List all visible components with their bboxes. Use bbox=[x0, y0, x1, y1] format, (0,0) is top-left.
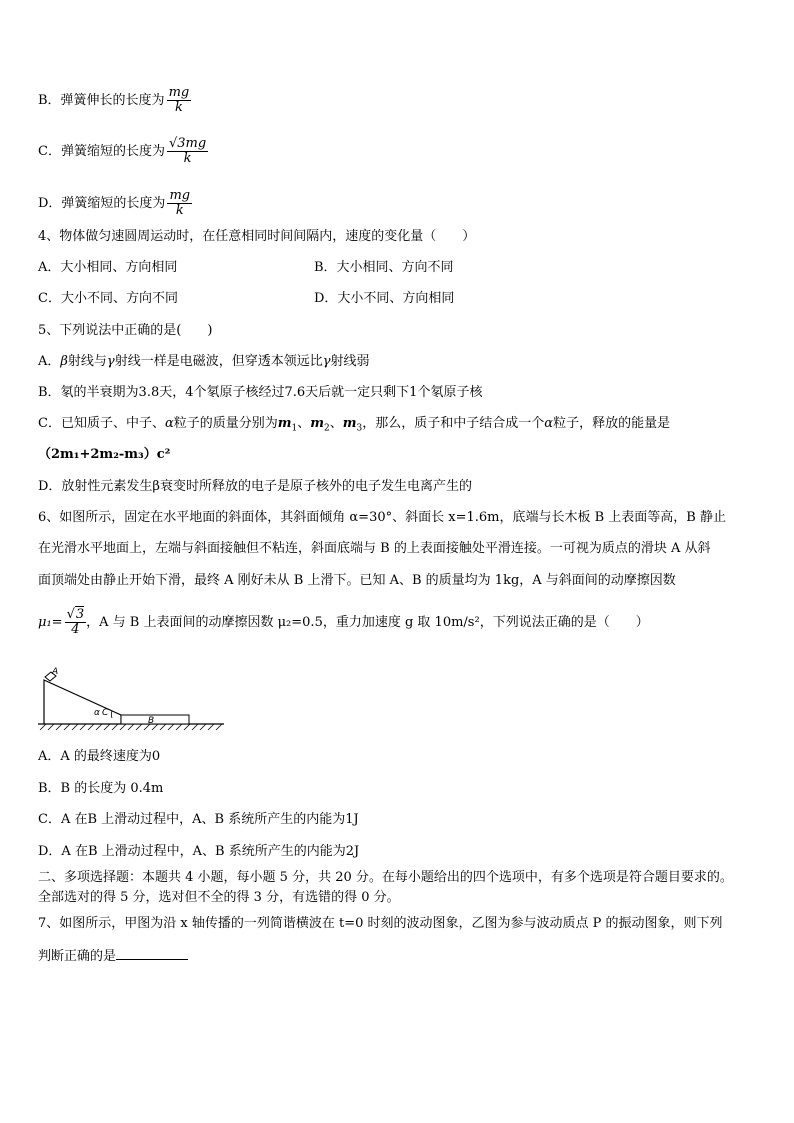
option-letter: A． bbox=[38, 354, 61, 369]
sqrt-radicand: 3mg bbox=[177, 136, 207, 151]
q6-option-c: C．A 在B 上滑动过程中，A、B 系统所产生的内能为1J bbox=[38, 812, 359, 827]
q6-stem-line1: 6、如图所示，固定在水平地面的斜面体，其斜面倾角 α=30°、斜面长 x=1.6m，底端与长木板 B 上表面等高，B 静止 bbox=[38, 510, 726, 525]
angle-arc bbox=[111, 711, 112, 718]
fraction bbox=[167, 137, 208, 166]
option-text: ，那么，质子和中子结合成一个 bbox=[362, 416, 545, 431]
q5-option-d: D．放射性元素发生β衰变时所释放的电子是原子核外的电子发生电离产生的 bbox=[38, 479, 472, 494]
q6-option-a: A．A 的最终速度为0 bbox=[38, 749, 161, 764]
option-text: C．弹簧缩短的长度为 bbox=[38, 144, 165, 159]
q4-stem: 4、物体做匀速圆周运动时，在任意相同时间间隔内，速度的变化量（ ） bbox=[38, 229, 476, 244]
fraction-numerator bbox=[167, 137, 208, 152]
section2-instructions-line2: 全部选对的得 5 分，选对但不全的得 3 分，有选错的得 0 分。 bbox=[38, 890, 400, 905]
fraction-numerator: mg bbox=[169, 188, 191, 203]
q7-stem-line2 bbox=[38, 947, 188, 965]
q5-option-c-line1 bbox=[38, 416, 670, 437]
option-text: 射线与 bbox=[67, 354, 107, 369]
beta-symbol: β bbox=[60, 354, 68, 369]
q6-stem-line4 bbox=[38, 608, 649, 637]
mass-symbol: m bbox=[277, 416, 292, 431]
stem-text: ，A 与 B 上表面间的动摩擦因数 μ₂=0.5，重力加速度 g 取 10m/s²，下列说法正确的是（ ） bbox=[86, 615, 649, 630]
option-text: C．已知质子、中子、 bbox=[38, 416, 165, 431]
stem-text: 判断正确的是 bbox=[38, 949, 117, 964]
option-text: D．弹簧缩短的长度为 bbox=[38, 196, 166, 211]
q5-option-a bbox=[38, 354, 370, 370]
subscript: 2 bbox=[324, 423, 330, 434]
q4-option-a: A．大小相同、方向相同 bbox=[38, 260, 178, 275]
section2-instructions-line1: 二、多项选择题：本题共 4 小题，每小题 5 分，共 20 分。在每小题给出的四个选项中，有多个选项是符合题目要求的。 bbox=[38, 870, 733, 885]
option-text: 粒子，释放的能量是 bbox=[553, 416, 671, 431]
option-text: 射线一样是电磁波，但穿透本领远比 bbox=[114, 354, 323, 369]
q5-option-c-line2: （2m₁+2m₂-m₃）c² bbox=[38, 447, 171, 462]
sqrt-radicand: 3 bbox=[75, 607, 85, 622]
label-b: B bbox=[148, 716, 155, 726]
q5-stem: 5、下列说法中正确的是( ) bbox=[38, 323, 213, 338]
label-c: C bbox=[102, 708, 109, 718]
fraction-denominator: k bbox=[174, 100, 183, 115]
incline-body bbox=[44, 680, 121, 724]
q4-option-d: D．大小不同、方向相同 bbox=[314, 291, 455, 306]
alpha-symbol: α bbox=[544, 416, 554, 431]
incline-diagram bbox=[36, 662, 226, 734]
gamma-symbol: γ bbox=[106, 354, 115, 369]
fraction bbox=[167, 86, 192, 115]
answer-blank[interactable] bbox=[116, 947, 188, 960]
mu1-symbol: μ₁= bbox=[38, 615, 63, 630]
option-text: 射线弱 bbox=[330, 354, 370, 369]
q3-option-d bbox=[38, 189, 192, 218]
subscript: 1 bbox=[291, 423, 298, 434]
fraction-numerator: mg bbox=[168, 85, 190, 100]
q3-option-c bbox=[38, 137, 208, 166]
mass-symbol: m bbox=[342, 416, 357, 431]
q6-stem-line2: 在光滑水平地面上，左端与斜面接触但不粘连，斜面底端与 B 的上表面接触处平滑连接。一可视为质点的滑块 A 从斜 bbox=[38, 541, 711, 556]
separator: 、 bbox=[297, 416, 311, 431]
q4-option-b: B．大小相同、方向不同 bbox=[314, 260, 454, 275]
label-alpha: α bbox=[94, 708, 100, 718]
q6-option-b: B．B 的长度为 0.4m bbox=[38, 781, 164, 796]
gamma-symbol: γ bbox=[322, 354, 331, 369]
sqrt-icon: √ bbox=[66, 607, 75, 622]
fraction-denominator: k bbox=[175, 203, 184, 218]
option-text: 粒子的质量分别为 bbox=[173, 416, 278, 431]
q6-stem-line3: 面顶端处由静止开始下滑，最终 A 刚好未从 B 上滑下。已知 A、B 的质量均为 1kg，A 与斜面间的动摩擦因数 bbox=[38, 573, 676, 588]
separator: 、 bbox=[329, 416, 343, 431]
q6-option-d: D．A 在B 上滑动过程中，A、B 系统所产生的内能为2J bbox=[38, 844, 360, 859]
fraction-denominator: k bbox=[183, 151, 192, 166]
ground-hatching bbox=[40, 724, 222, 730]
q5-option-b: B．氡的半衰期为3.8天，4个氡原子核经过7.6天后就一定只剩下1个氡原子核 bbox=[38, 385, 483, 400]
fraction bbox=[65, 608, 87, 637]
board-b bbox=[121, 715, 189, 724]
label-a: A bbox=[52, 667, 59, 677]
q3-option-b bbox=[38, 86, 191, 115]
fraction bbox=[167, 189, 192, 218]
subscript: 3 bbox=[356, 423, 363, 434]
fraction-denominator: 4 bbox=[71, 622, 80, 637]
alpha-symbol: α bbox=[164, 416, 174, 431]
sqrt-icon: √ bbox=[168, 136, 178, 151]
option-text: B．弹簧伸长的长度为 bbox=[38, 93, 165, 108]
fraction-numerator bbox=[65, 608, 87, 623]
q4-option-c: C．大小不同、方向不同 bbox=[38, 291, 178, 306]
q7-stem-line1: 7、如图所示，甲图为沿 x 轴传播的一列简谐横波在 t=0 时刻的波动图象，乙图为参与波动质点 P 的振动图象，则下列 bbox=[38, 916, 723, 931]
mass-symbol: m bbox=[310, 416, 325, 431]
